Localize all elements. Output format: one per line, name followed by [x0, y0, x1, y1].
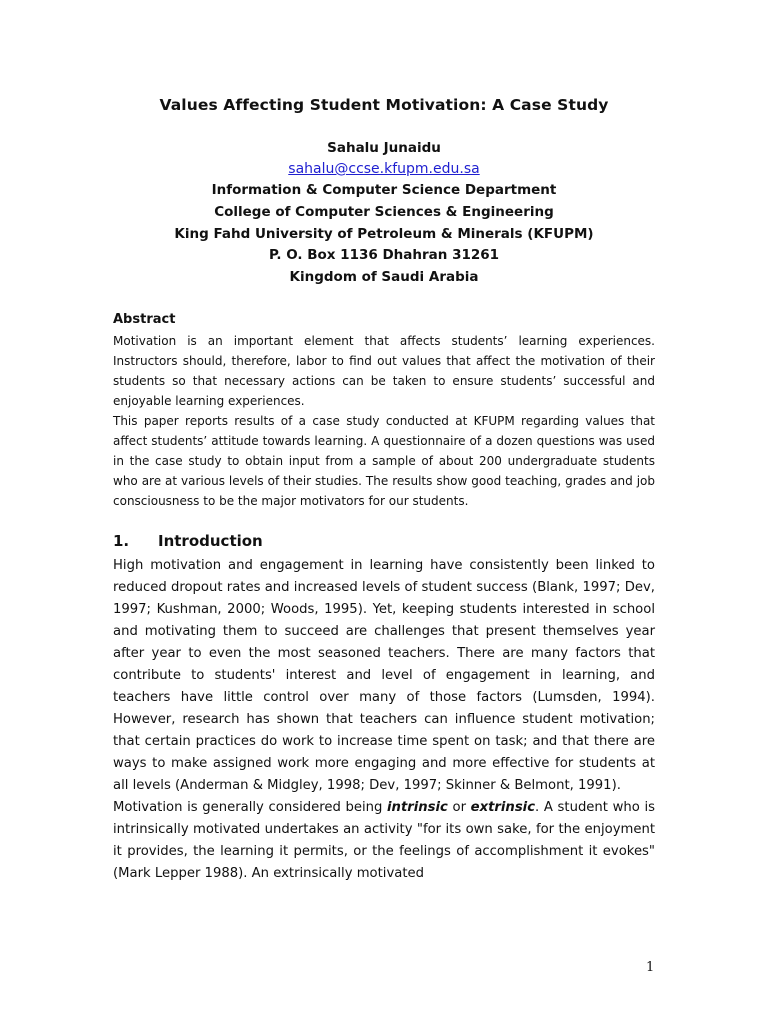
paper-title: Values Affecting Student Motivation: A Case Study: [159, 96, 609, 114]
author-name: Sahalu Junaidu: [327, 140, 441, 156]
abstract: [113, 331, 655, 511]
abstract-paragraph-2: This paper reports results of a case study conducted at KFUPM regarding values that affect students’ attitude towards learning. A questionnaire of a dozen questions was used in the case study to obtain input from a sample of about 200 undergraduate students who are at various levels of their studies. The results show good teaching, grades and job consciousness to be the major motivators for our students.: [113, 414, 655, 508]
abstract-heading: Abstract: [113, 312, 176, 327]
intro-p2-text-b: . A student who is intrinsically motivated undertakes an activity "for its own sake, for the enjoyment it provides, the learning it permits, or the feelings of accomplishment it evokes" (Mark Lepper 1988). An extrinsically motivated: [113, 800, 656, 881]
affiliation-department: Information & Computer Science Department: [211, 182, 557, 198]
author-email-line: [0, 161, 768, 177]
affiliation-country: Kingdom of Saudi Arabia: [289, 269, 479, 285]
abstract-paragraph-1: Motivation is an important element that affects students’ learning experiences. Instructors should, therefore, labor to find out values that affect the motivation of their students so that necessary actions can be taken to ensure students’ successful and enjoyable learning experiences.: [113, 334, 655, 408]
author-email-link[interactable]: sahalu@ccse.kfupm.edu.sa: [288, 161, 480, 177]
affiliation-address: P. O. Box 1136 Dhahran 31261: [268, 247, 500, 263]
term-extrinsic: extrinsic: [470, 800, 536, 815]
affiliation-university: King Fahd University of Petroleum & Minerals (KFUPM): [174, 226, 594, 242]
intro-paragraph-2: [113, 797, 655, 885]
intro-paragraph-1: High motivation and engagement in learning have consistently been linked to reduced dropout rates and increased levels of student success (Blank, 1997; Dev, 1997; Kushman, 2000; Woods, 1995). Yet, keeping students interested in school and motivating them to succeed are challenges that present themselves year after year to even the most seasoned teachers. There are many factors that contribute to students' interest and level of engagement in learning, and teachers have little control over many of those factors (Lumsden, 1994). However, research has shown that teachers can influence student motivation; that certain practices do work to increase time spent on task; and that there are ways to make assigned work more engaging and more effective for students at all levels (Anderman & Midgley, 1998; Dev, 1997; Skinner & Belmont, 1991).: [113, 558, 655, 793]
term-intrinsic: intrinsic: [387, 800, 448, 815]
section-heading-introduction: [113, 532, 263, 550]
affiliation-college: College of Computer Sciences & Engineering: [214, 204, 554, 220]
intro-p2-text-or: or: [447, 800, 471, 815]
section-number: 1.: [113, 532, 130, 550]
introduction-body: [113, 555, 655, 885]
intro-p2-text-a: Motivation is generally considered being: [113, 800, 388, 815]
section-title: Introduction: [158, 532, 263, 550]
page-number: 1: [646, 960, 655, 975]
